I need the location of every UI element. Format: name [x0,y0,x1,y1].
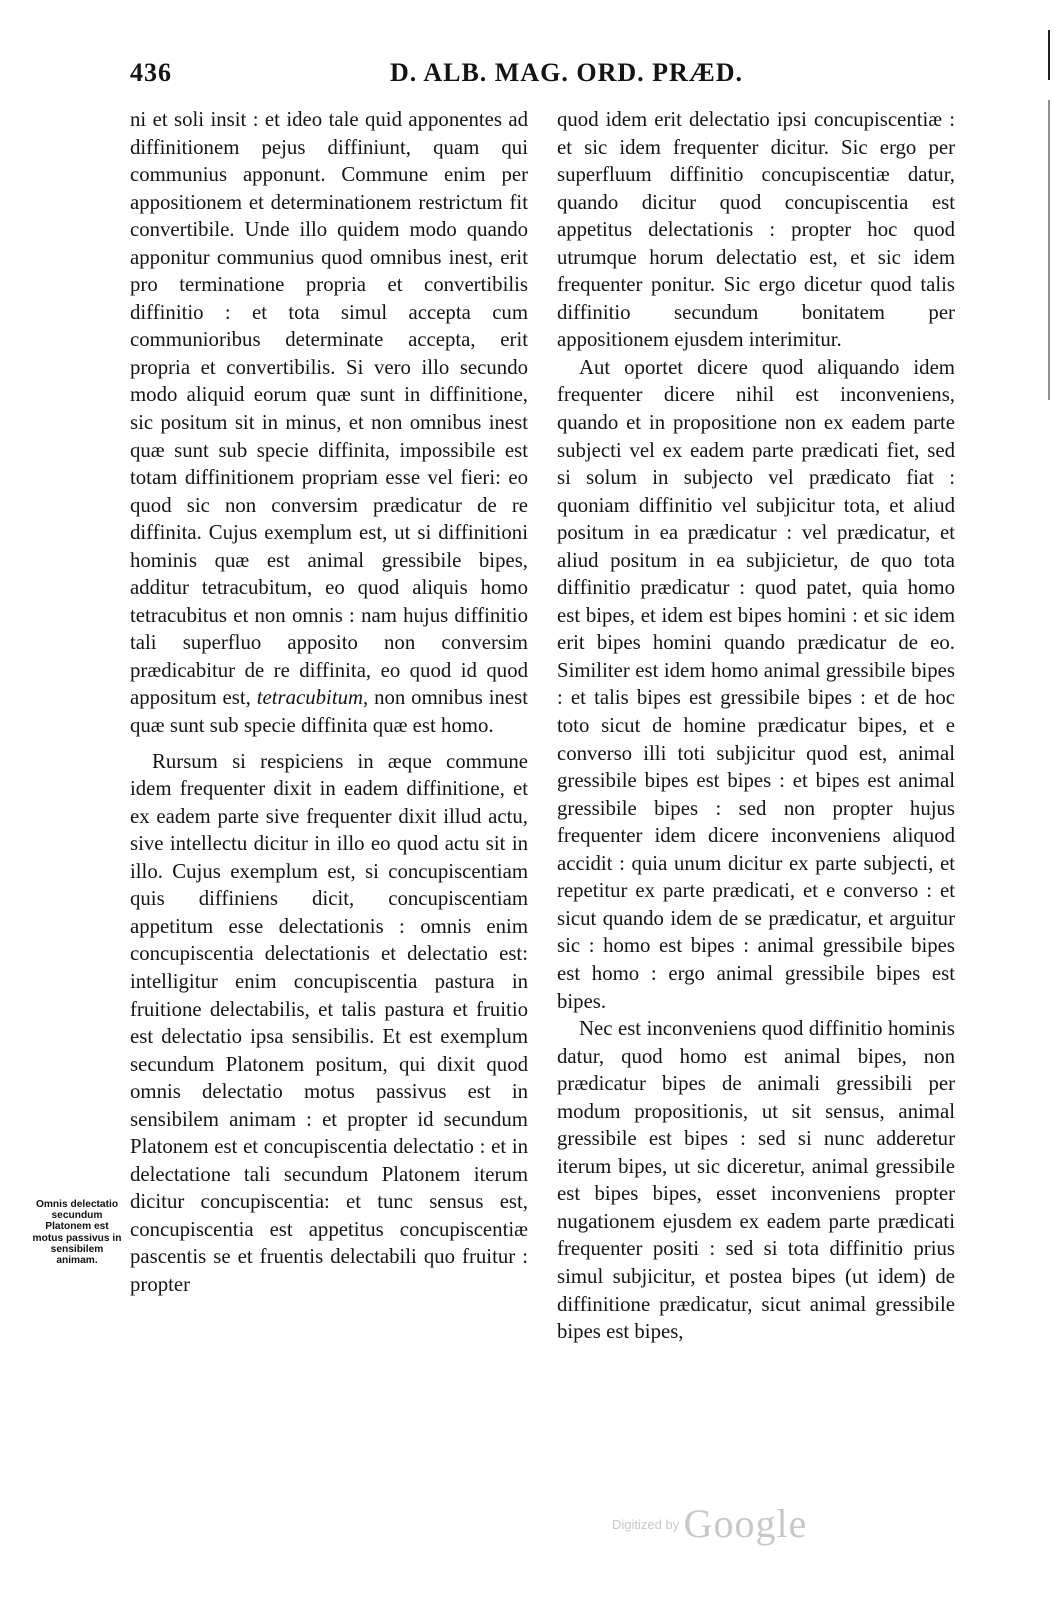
running-title: D. ALB. MAG. ORD. PRÆD. [390,58,744,87]
page-header [130,58,960,98]
left-paragraph-1-text: ni et soli insit : et ideo tale quid apponentes ad diffinitionem pejus diffiniunt, quam qui communius apponunt. Commune enim per appositionem et determinationem restrictum fit convertibile. Unde illo quidem modo quando apponitur communius quod omnibus inest, erit pro terminatione propria et convertibilis diffinitio : et tota simul accepta cum communioribus determinate accepta, erit propria et convertibilis. Si vero illo secundo modo aliquid eorum quæ sunt in diffinitione, sic positum sit in minus, et non omnibus inest quæ sunt sub specie diffinita, impossibile est totam diffinitionem propriam esse vel fieri: eo quod sic non conversim prædicatur de re diffinita. Cujus exemplum est, ut si diffinitioni hominis quæ est animal gressibile bipes, additur tetracubitum, eo quod aliquis homo tetracubitus et non omnis : nam hujus diffinitio tali superfluo apposito non conversim prædicabitur de re diffinita, eo quod id quod appositum est, [130,108,528,710]
scan-edge-line-top [1048,30,1050,80]
scan-edge-line-mid [1048,100,1050,400]
left-column [130,106,528,1299]
page-number: 436 [130,58,172,87]
left-paragraph-2: Rursum si respiciens in æque commune idem frequenter dixit in eadem diffinitione, et ex eadem parte sive frequenter dixit illud actu, sive intellectu dicitur in illo eo quod actu sit in illo. Cujus exemplum est, si concupiscentiam quis diffiniens dicit, concupiscentiam appetitum esse delectationis : omnis enim concupiscentia delectationis et delectatio est: intelligitur enim concupiscentia pastura in fruitione delectabilis, et talis pastura et fruitio est delectatio ipsa sensibilis. Et est exemplum secundum Platonem positum, qui dixit quod omnis delectatio motus passivus est in sensibilem animam : et propter id secundum Platonem est et concupiscentia delectatio : et in delectatione tali secundum Platonem iterum dicitur concupiscentia: et tunc sensus est, concupiscentia est appetitus concupiscentiæ pascentis se et fruentis delectabili quo fruitur : propter [130,749,528,1296]
italic-term: tetracubitum [256,686,364,710]
digitized-watermark [612,1500,807,1550]
right-paragraph-3: Nec est inconveniens quod diffinitio hominis datur, quod homo est animal bipes, non prædicatur bipes de animali gressibili per modum propositionis, ut sit sensus, animal gressibile est bipes : sed si nunc adderetur iterum bipes, ut sic diceretur, animal gressibile est bipes bipes, esset inconveniens propter nugationem ejusdem ex eadem parte prædicati frequenter positi : sed si tota diffinitio prius simul subjicitur, et postea bipes (ut idem) de diffinitione prædicatur, sicut animal gressibile bipes est bipes, [557,1017,955,1344]
right-column [557,106,955,1346]
right-paragraph-1: quod idem erit delectatio ipsi concupiscentiæ : et sic idem frequenter dicitur. Sic ergo per superfluum diffinitio concupiscentiæ datur, quando dicitur quod concupiscentia est appetitus delectationis : propter hoc quod utrumque horum delectatio est, et sic idem frequenter ponitur. Sic ergo dicetur quod talis diffinitio secundum bonitatem per appositionem ejusdem interimitur. [557,108,955,352]
left-paragraph-1 [130,106,528,740]
watermark-brand: Google [683,1501,808,1546]
left-paragraph-1-end: , non omnibus inest quæ sunt sub specie diffinita quæ est homo. [130,686,528,738]
marginal-note: Omnis delectatio secundum Platonem est motus passivus in sensibilem animam. [32,1199,122,1267]
watermark-prefix: Digitized by [612,1517,680,1532]
right-paragraph-2: Aut oportet dicere quod aliquando idem frequenter dicere nihil est inconveniens, quando et in propositione non ex eadem parte subjecti vel ex eadem parte prædicati fiet, sed si solum in subjecto vel prædicato fiat : quoniam diffinitio vel subjicitur tota, et aliud positum in ea prædicatur : vel prædicatur, et aliud positum in ea subjicietur, de quo tota diffinitio prædicatur : quod patet, quia homo est bipes, et idem est bipes homini : et sic idem erit bipes homini quando prædicatur de eo. Similiter est idem homo animal gressibile bipes : et talis bipes est gressibile bipes : et de hoc toto sicut de homine prædicatur bipes, et e converso illi toti subjicitur quod est, animal gressibile bipes est bipes : et bipes est animal gressibile bipes : sed non propter hujus frequenter idem dicere inconveniens aliquod accidit : quia unum dicitur ex parte subjecti, et repetitur ex parte prædicati, et e converso : et sicut quando idem de se prædicatur, et arguitur sic : homo est bipes : animal gressibile bipes est homo : ergo animal gressibile bipes est bipes. [557,355,955,1013]
